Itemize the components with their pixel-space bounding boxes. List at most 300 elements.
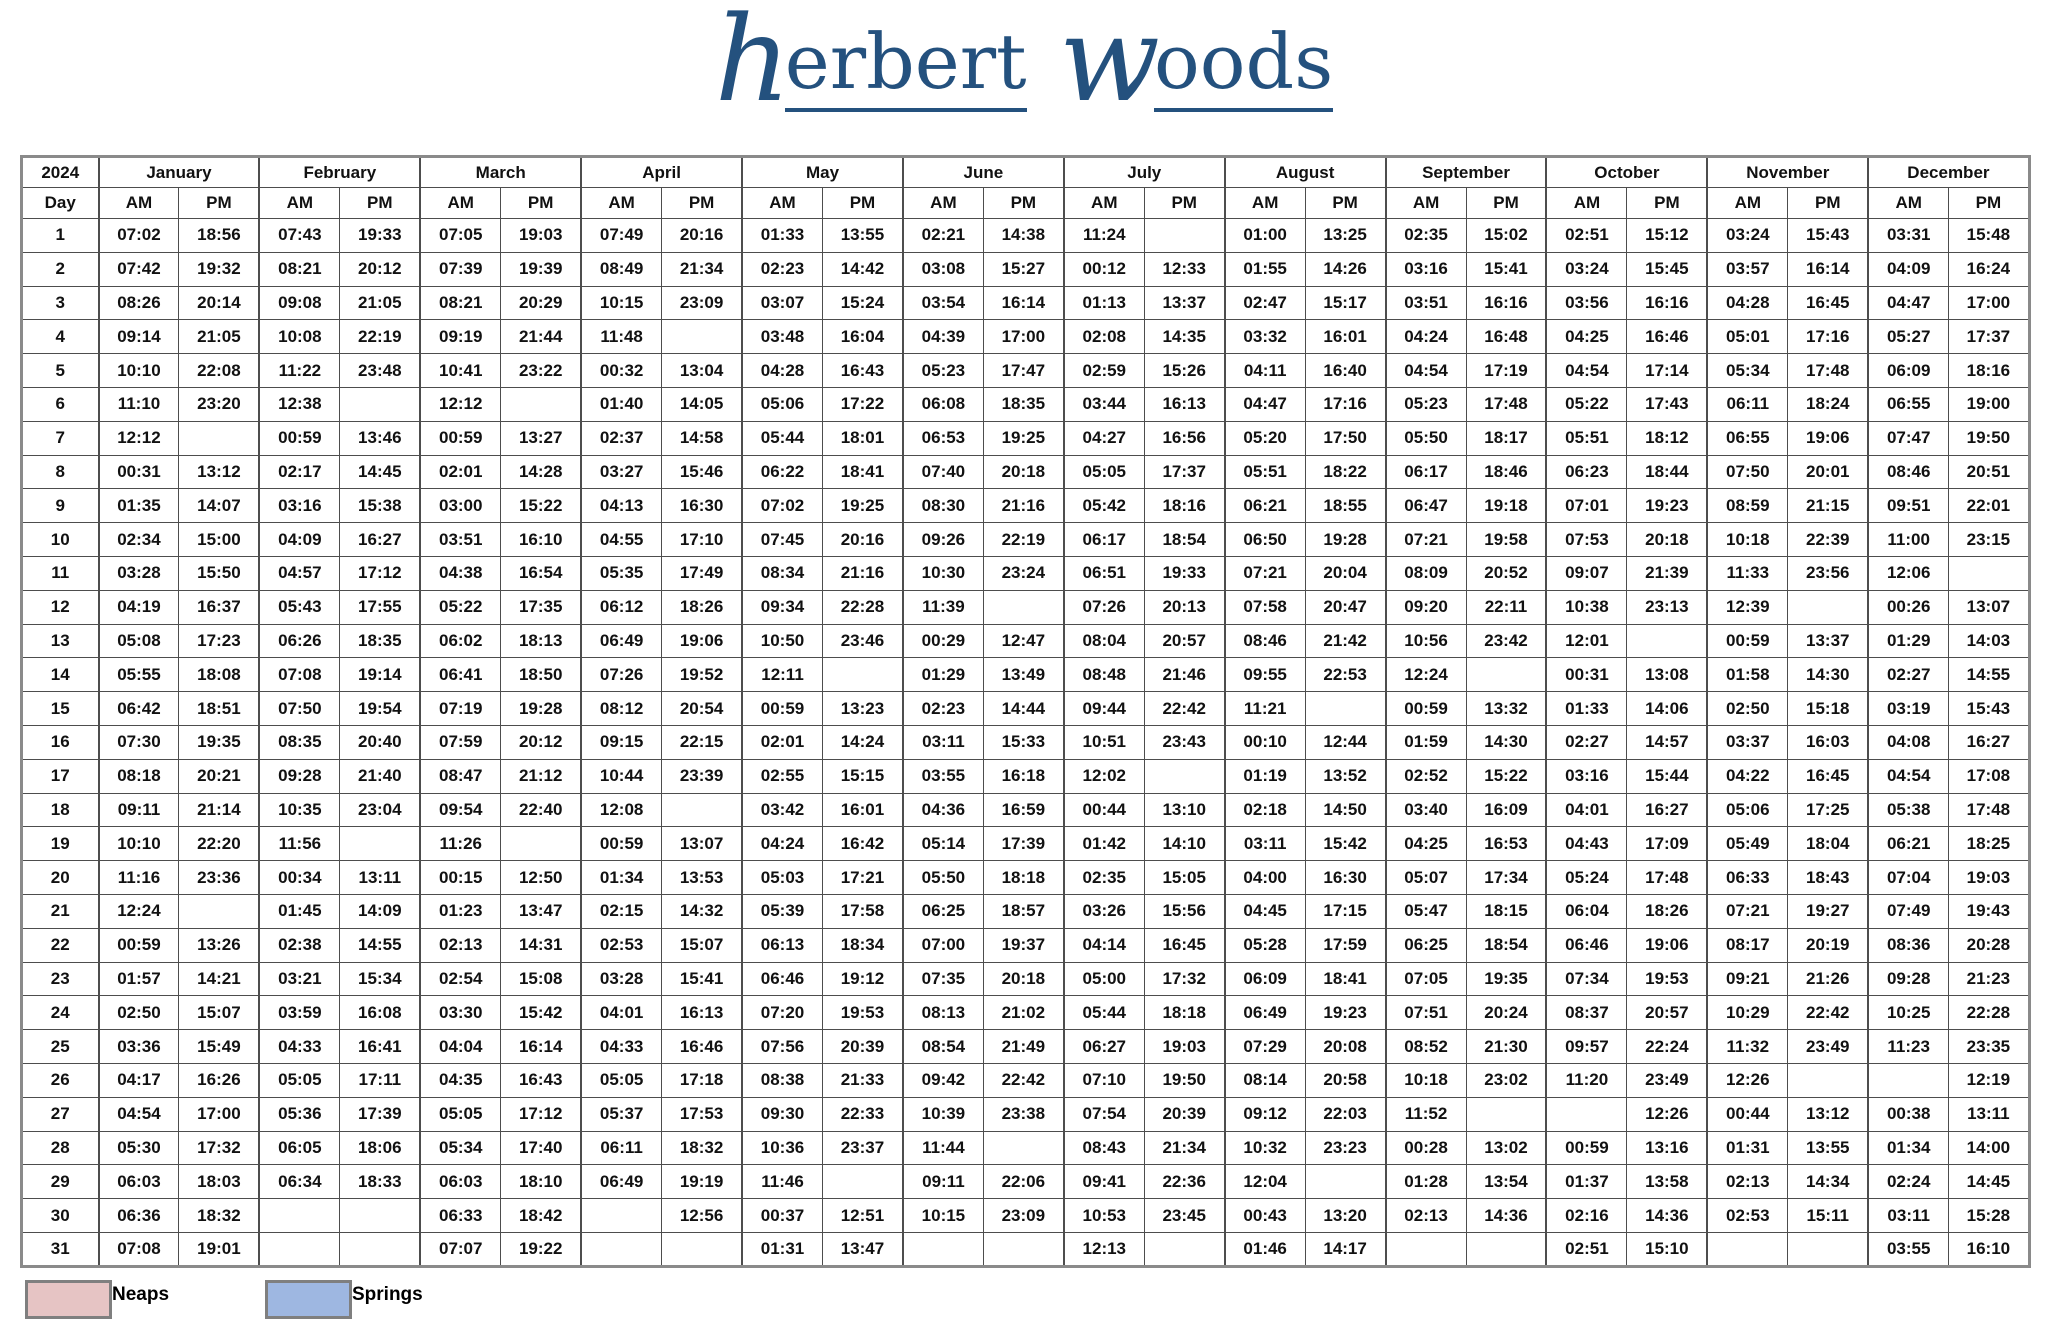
tide-cell: 18:57 <box>983 894 1063 928</box>
tide-cell: 10:50 <box>742 624 822 658</box>
tide-cell: 05:34 <box>1707 354 1787 388</box>
tide-cell: 00:59 <box>420 421 500 455</box>
tide-cell: 16:18 <box>983 759 1063 793</box>
tide-cell: 04:47 <box>1225 387 1305 421</box>
tide-cell: 02:34 <box>99 523 179 557</box>
tide-cell: 07:05 <box>420 219 500 253</box>
tide-cell: 17:37 <box>1949 320 2029 354</box>
tide-cell: 06:49 <box>581 624 661 658</box>
tide-cell: 19:35 <box>1466 962 1546 996</box>
tide-cell: 17:39 <box>340 1097 420 1131</box>
tide-cell: 17:09 <box>1627 827 1707 861</box>
tide-cell: 03:55 <box>1868 1232 1948 1266</box>
tide-cell: 21:05 <box>179 320 259 354</box>
tide-cell: 16:37 <box>179 590 259 624</box>
tide-cell: 23:09 <box>662 286 742 320</box>
tide-cell: 16:40 <box>1305 354 1385 388</box>
tide-cell: 01:46 <box>1225 1232 1305 1266</box>
tide-cell <box>1546 1097 1626 1131</box>
tide-cell: 07:02 <box>742 489 822 523</box>
tide-cell: 15:41 <box>662 962 742 996</box>
tide-cell: 19:14 <box>340 658 420 692</box>
tide-cell: 10:44 <box>581 759 661 793</box>
tide-cell: 21:39 <box>1627 556 1707 590</box>
tide-cell: 09:30 <box>742 1097 822 1131</box>
tide-cell: 12:12 <box>99 421 179 455</box>
tide-cell: 07:45 <box>742 523 822 557</box>
tide-cell: 16:46 <box>1627 320 1707 354</box>
neaps-label: Neaps <box>112 1284 170 1305</box>
tide-cell: 02:53 <box>1707 1199 1787 1233</box>
tide-cell: 19:18 <box>1466 489 1546 523</box>
tide-cell: 02:47 <box>1225 286 1305 320</box>
tide-cell: 08:21 <box>420 286 500 320</box>
tide-cell: 12:19 <box>1949 1063 2029 1097</box>
tide-cell: 02:23 <box>903 692 983 726</box>
tide-cell: 17:00 <box>983 320 1063 354</box>
tide-cell: 04:09 <box>259 523 339 557</box>
tide-cell: 08:38 <box>742 1063 822 1097</box>
tide-cell <box>340 1232 420 1266</box>
tide-cell: 04:28 <box>1707 286 1787 320</box>
tide-cell: 03:31 <box>1868 219 1948 253</box>
tide-cell: 10:08 <box>259 320 339 354</box>
tide-cell: 18:24 <box>1788 387 1868 421</box>
tide-cell: 06:50 <box>1225 523 1305 557</box>
day-number: 17 <box>22 759 99 793</box>
day-number: 8 <box>22 455 99 489</box>
tide-cell: 19:03 <box>501 219 581 253</box>
tide-cell: 05:51 <box>1546 421 1626 455</box>
tide-cell: 21:34 <box>662 252 742 286</box>
tide-cell: 06:08 <box>903 387 983 421</box>
tide-cell: 14:05 <box>662 387 742 421</box>
tide-cell: 06:13 <box>742 928 822 962</box>
tide-cell: 03:59 <box>259 996 339 1030</box>
tide-cell: 02:50 <box>99 996 179 1030</box>
tide-cell: 09:51 <box>1868 489 1948 523</box>
tide-cell: 16:53 <box>1466 827 1546 861</box>
tide-cell: 09:42 <box>903 1063 983 1097</box>
pm-header: PM <box>983 188 1063 219</box>
tide-cell: 14:09 <box>340 894 420 928</box>
tide-cell: 23:04 <box>340 793 420 827</box>
tide-cell: 23:20 <box>179 387 259 421</box>
tide-cell: 14:17 <box>1305 1232 1385 1266</box>
tide-cell: 15:10 <box>1627 1232 1707 1266</box>
tide-cell: 18:41 <box>822 455 902 489</box>
tide-cell: 05:47 <box>1386 894 1466 928</box>
day-number: 27 <box>22 1097 99 1131</box>
tide-cell: 08:17 <box>1707 928 1787 962</box>
tide-cell: 23:02 <box>1466 1063 1546 1097</box>
pm-header: PM <box>501 188 581 219</box>
month-header-march: March <box>420 157 581 188</box>
tide-cell: 04:47 <box>1868 286 1948 320</box>
tide-cell: 08:34 <box>742 556 822 590</box>
tide-cell: 02:52 <box>1386 759 1466 793</box>
tide-cell: 22:08 <box>179 354 259 388</box>
tide-cell <box>662 1232 742 1266</box>
tide-cell: 00:59 <box>1546 1131 1626 1165</box>
tide-cell: 23:48 <box>340 354 420 388</box>
tide-cell: 11:10 <box>99 387 179 421</box>
tide-cell: 06:47 <box>1386 489 1466 523</box>
day-row <box>22 387 2030 421</box>
tide-cell: 15:45 <box>1627 252 1707 286</box>
tide-cell: 17:58 <box>822 894 902 928</box>
tide-cell: 19:06 <box>1627 928 1707 962</box>
tide-cell: 12:11 <box>742 658 822 692</box>
tide-cell: 14:30 <box>1788 658 1868 692</box>
tide-cell: 07:50 <box>259 692 339 726</box>
tide-cell: 09:12 <box>1225 1097 1305 1131</box>
tide-cell: 03:27 <box>581 455 661 489</box>
tide-cell: 01:13 <box>1064 286 1144 320</box>
tide-cell: 04:28 <box>742 354 822 388</box>
tide-cell: 00:15 <box>420 861 500 895</box>
tide-cell: 15:18 <box>1788 692 1868 726</box>
tide-cell: 10:18 <box>1707 523 1787 557</box>
tide-cell: 17:40 <box>501 1131 581 1165</box>
tide-cell: 02:38 <box>259 928 339 962</box>
logo-word2-rest: oods <box>1154 17 1333 112</box>
tide-cell: 20:12 <box>340 252 420 286</box>
tide-cell: 06:42 <box>99 692 179 726</box>
tide-cell: 19:06 <box>1788 421 1868 455</box>
tide-cell: 10:36 <box>742 1131 822 1165</box>
tide-cell: 05:05 <box>581 1063 661 1097</box>
tide-cell: 22:39 <box>1788 523 1868 557</box>
tide-cell: 07:35 <box>903 962 983 996</box>
tide-cell: 04:54 <box>1386 354 1466 388</box>
tide-cell <box>1144 1232 1224 1266</box>
tide-cell: 01:57 <box>99 962 179 996</box>
tide-cell: 03:00 <box>420 489 500 523</box>
tide-cell: 18:44 <box>1627 455 1707 489</box>
neaps-swatch <box>25 1280 112 1319</box>
tide-cell: 10:41 <box>420 354 500 388</box>
tide-cell: 10:15 <box>903 1199 983 1233</box>
tide-cell <box>1305 1165 1385 1199</box>
tide-cell: 08:18 <box>99 759 179 793</box>
tide-cell: 18:26 <box>1627 894 1707 928</box>
tide-cell: 05:07 <box>1386 861 1466 895</box>
tide-cell: 07:21 <box>1707 894 1787 928</box>
pm-header: PM <box>1466 188 1546 219</box>
tide-cell: 02:27 <box>1868 658 1948 692</box>
am-header: AM <box>903 188 983 219</box>
day-number: 21 <box>22 894 99 928</box>
day-number: 4 <box>22 320 99 354</box>
tide-cell: 08:48 <box>1064 658 1144 692</box>
tide-cell: 14:03 <box>1949 624 2029 658</box>
tide-cell: 09:34 <box>742 590 822 624</box>
pm-header: PM <box>1627 188 1707 219</box>
tide-cell: 05:51 <box>1225 455 1305 489</box>
day-row <box>22 489 2030 523</box>
tide-cell: 18:50 <box>501 658 581 692</box>
tide-cell: 07:04 <box>1868 861 1948 895</box>
tide-cell: 01:31 <box>742 1232 822 1266</box>
tide-cell: 07:08 <box>99 1232 179 1266</box>
tide-cell: 20:39 <box>1144 1097 1224 1131</box>
tide-cell: 06:49 <box>1225 996 1305 1030</box>
tide-cell: 17:22 <box>822 387 902 421</box>
tide-cell: 03:16 <box>1386 252 1466 286</box>
logo-script-h: h <box>714 0 785 128</box>
tide-cell: 06:51 <box>1064 556 1144 590</box>
tide-cell: 15:24 <box>822 286 902 320</box>
tide-cell: 11:00 <box>1868 523 1948 557</box>
tide-cell: 23:09 <box>983 1199 1063 1233</box>
tide-cell: 17:16 <box>1788 320 1868 354</box>
tide-cell: 15:46 <box>662 455 742 489</box>
tide-cell: 19:28 <box>501 692 581 726</box>
tide-cell: 10:32 <box>1225 1131 1305 1165</box>
tide-cell: 23:49 <box>1788 1030 1868 1064</box>
tide-cell: 01:34 <box>581 861 661 895</box>
tide-cell: 07:53 <box>1546 523 1626 557</box>
tide-cell: 13:04 <box>662 354 742 388</box>
tide-cell: 15:26 <box>1144 354 1224 388</box>
tide-cell: 07:34 <box>1546 962 1626 996</box>
tide-cell: 05:42 <box>1064 489 1144 523</box>
tide-cell: 04:57 <box>259 556 339 590</box>
tide-cell: 16:54 <box>501 556 581 590</box>
tide-cell: 09:07 <box>1546 556 1626 590</box>
tide-cell: 00:34 <box>259 861 339 895</box>
am-header: AM <box>1707 188 1787 219</box>
tide-cell: 00:31 <box>1546 658 1626 692</box>
tide-cell: 20:18 <box>983 455 1063 489</box>
tide-cell: 04:36 <box>903 793 983 827</box>
am-header: AM <box>1546 188 1626 219</box>
tide-cell: 13:26 <box>179 928 259 962</box>
tide-cell: 17:23 <box>179 624 259 658</box>
tide-cell: 01:59 <box>1386 725 1466 759</box>
tide-cell: 08:46 <box>1225 624 1305 658</box>
tide-cell: 04:24 <box>1386 320 1466 354</box>
tide-cell: 18:41 <box>1305 962 1385 996</box>
day-row <box>22 658 2030 692</box>
tide-cell: 03:24 <box>1546 252 1626 286</box>
tide-cell: 21:23 <box>1949 962 2029 996</box>
tide-cell: 05:05 <box>259 1063 339 1097</box>
day-number: 7 <box>22 421 99 455</box>
tide-cell: 21:14 <box>179 793 259 827</box>
tide-cell: 20:51 <box>1949 455 2029 489</box>
tide-cell: 08:09 <box>1386 556 1466 590</box>
tide-cell: 06:27 <box>1064 1030 1144 1064</box>
tide-cell: 00:43 <box>1225 1199 1305 1233</box>
tide-cell: 15:50 <box>179 556 259 590</box>
tide-cell: 00:59 <box>1707 624 1787 658</box>
tide-cell: 12:56 <box>662 1199 742 1233</box>
tide-cell: 05:22 <box>1546 387 1626 421</box>
tide-cell: 14:38 <box>983 219 1063 253</box>
tide-cell <box>1386 1232 1466 1266</box>
tide-cell: 05:23 <box>903 354 983 388</box>
tide-cell: 02:08 <box>1064 320 1144 354</box>
am-header: AM <box>1225 188 1305 219</box>
day-row <box>22 320 2030 354</box>
pm-header: PM <box>1144 188 1224 219</box>
tide-cell: 14:58 <box>662 421 742 455</box>
tide-cell: 13:37 <box>1144 286 1224 320</box>
tide-cell: 08:43 <box>1064 1131 1144 1165</box>
day-row <box>22 1199 2030 1233</box>
tide-cell: 14:35 <box>1144 320 1224 354</box>
tide-cell: 06:46 <box>1546 928 1626 962</box>
tide-cell: 21:42 <box>1305 624 1385 658</box>
tide-cell: 06:03 <box>99 1165 179 1199</box>
tide-cell: 05:20 <box>1225 421 1305 455</box>
tide-cell: 09:11 <box>99 793 179 827</box>
tide-cell: 01:33 <box>742 219 822 253</box>
tide-cell: 22:15 <box>662 725 742 759</box>
tide-cell: 19:06 <box>662 624 742 658</box>
tide-cell <box>1144 759 1224 793</box>
tide-cell: 04:13 <box>581 489 661 523</box>
tide-cell: 16:01 <box>1305 320 1385 354</box>
tide-cell: 18:04 <box>1788 827 1868 861</box>
tide-cell <box>501 827 581 861</box>
tide-cell: 06:23 <box>1546 455 1626 489</box>
tide-cell: 23:38 <box>983 1097 1063 1131</box>
tide-cell: 03:08 <box>903 252 983 286</box>
tide-cell: 12:12 <box>420 387 500 421</box>
day-row <box>22 421 2030 455</box>
tide-cell <box>1466 1097 1546 1131</box>
tide-cell: 15:56 <box>1144 894 1224 928</box>
tide-cell <box>581 1232 661 1266</box>
tide-cell: 12:44 <box>1305 725 1385 759</box>
tide-cell: 00:10 <box>1225 725 1305 759</box>
tide-cell: 13:20 <box>1305 1199 1385 1233</box>
tide-cell: 02:13 <box>1707 1165 1787 1199</box>
tide-cell: 04:33 <box>259 1030 339 1064</box>
tide-cell: 06:12 <box>581 590 661 624</box>
tide-cell: 13:11 <box>1949 1097 2029 1131</box>
tide-cell: 14:21 <box>179 962 259 996</box>
tide-cell: 06:41 <box>420 658 500 692</box>
am-header: AM <box>581 188 661 219</box>
tide-cell: 23:42 <box>1466 624 1546 658</box>
pm-header: PM <box>662 188 742 219</box>
tide-cell: 20:57 <box>1144 624 1224 658</box>
tide-cell: 15:22 <box>501 489 581 523</box>
tide-cell: 08:21 <box>259 252 339 286</box>
tide-cell: 00:32 <box>581 354 661 388</box>
tide-cell: 18:10 <box>501 1165 581 1199</box>
tide-cell: 04:27 <box>1064 421 1144 455</box>
tide-cell: 09:14 <box>99 320 179 354</box>
tide-cell: 22:06 <box>983 1165 1063 1199</box>
day-row <box>22 523 2030 557</box>
day-number: 1 <box>22 219 99 253</box>
day-row <box>22 793 2030 827</box>
tide-cell: 11:22 <box>259 354 339 388</box>
tide-cell: 01:33 <box>1546 692 1626 726</box>
tide-cell: 13:32 <box>1466 692 1546 726</box>
tide-cell <box>1627 624 1707 658</box>
tide-cell: 06:55 <box>1868 387 1948 421</box>
tide-cell: 12:06 <box>1868 556 1948 590</box>
tide-cell: 19:03 <box>1144 1030 1224 1064</box>
tide-cell: 23:35 <box>1949 1030 2029 1064</box>
tide-cell: 16:43 <box>822 354 902 388</box>
tide-cell: 21:16 <box>983 489 1063 523</box>
tide-cell: 17:12 <box>340 556 420 590</box>
tide-cell: 03:37 <box>1707 725 1787 759</box>
tide-cell: 23:15 <box>1949 523 2029 557</box>
tide-cell: 03:55 <box>903 759 983 793</box>
tide-cell: 01:40 <box>581 387 661 421</box>
tide-cell: 13:25 <box>1305 219 1385 253</box>
tide-cell: 14:26 <box>1305 252 1385 286</box>
tide-cell: 15:44 <box>1627 759 1707 793</box>
tide-cell: 20:47 <box>1305 590 1385 624</box>
tide-cell <box>1788 1063 1868 1097</box>
tide-cell: 17:14 <box>1627 354 1707 388</box>
tide-cell <box>1868 1063 1948 1097</box>
tide-cell: 00:38 <box>1868 1097 1948 1131</box>
tide-cell: 00:44 <box>1707 1097 1787 1131</box>
tide-cell: 04:33 <box>581 1030 661 1064</box>
month-header-june: June <box>903 157 1064 188</box>
tide-cell: 02:50 <box>1707 692 1787 726</box>
am-header: AM <box>1064 188 1144 219</box>
tide-cell: 17:16 <box>1305 387 1385 421</box>
tide-cell: 07:29 <box>1225 1030 1305 1064</box>
tide-cell: 22:19 <box>340 320 420 354</box>
tide-cell: 01:42 <box>1064 827 1144 861</box>
tide-cell: 23:23 <box>1305 1131 1385 1165</box>
tide-cell: 16:46 <box>662 1030 742 1064</box>
tide-cell: 09:41 <box>1064 1165 1144 1199</box>
tide-cell: 18:46 <box>1466 455 1546 489</box>
day-column-header: Day <box>22 188 99 219</box>
day-row <box>22 556 2030 590</box>
tide-cell: 18:56 <box>179 219 259 253</box>
tide-cell: 11:20 <box>1546 1063 1626 1097</box>
tide-cell: 09:55 <box>1225 658 1305 692</box>
day-number: 29 <box>22 1165 99 1199</box>
tide-cell: 18:17 <box>1466 421 1546 455</box>
tide-cell: 06:34 <box>259 1165 339 1199</box>
tide-cell: 16:09 <box>1466 793 1546 827</box>
tide-cell: 16:45 <box>1144 928 1224 962</box>
tide-cell: 08:26 <box>99 286 179 320</box>
tide-cell: 18:35 <box>340 624 420 658</box>
tide-cell: 07:02 <box>99 219 179 253</box>
tide-cell: 06:04 <box>1546 894 1626 928</box>
tide-cell: 05:50 <box>903 861 983 895</box>
tide-cell: 06:22 <box>742 455 822 489</box>
tide-cell: 04:54 <box>1546 354 1626 388</box>
tide-cell: 07:20 <box>742 996 822 1030</box>
tide-cell: 08:49 <box>581 252 661 286</box>
tide-cell: 15:11 <box>1788 1199 1868 1233</box>
tide-cell: 22:20 <box>179 827 259 861</box>
tide-cell: 03:16 <box>259 489 339 523</box>
tide-cell: 16:30 <box>662 489 742 523</box>
tide-cell: 21:16 <box>822 556 902 590</box>
tide-cell: 08:54 <box>903 1030 983 1064</box>
tide-cell: 05:14 <box>903 827 983 861</box>
tide-cell: 06:02 <box>420 624 500 658</box>
